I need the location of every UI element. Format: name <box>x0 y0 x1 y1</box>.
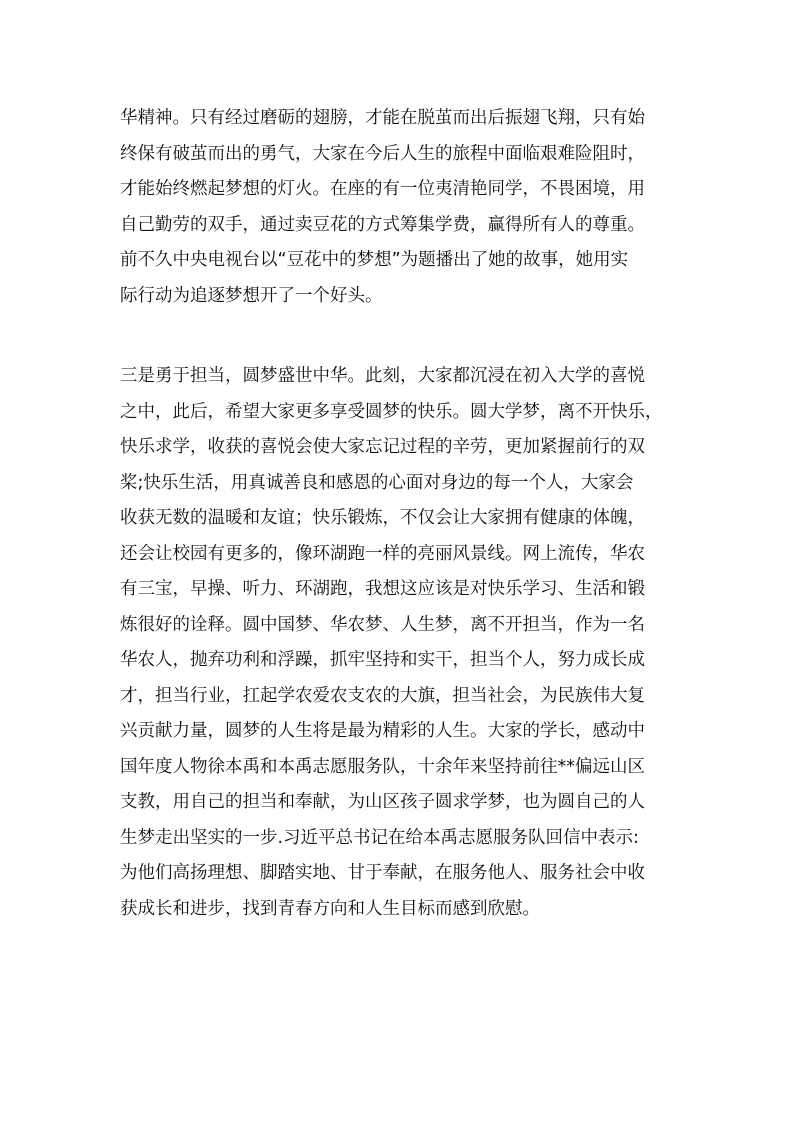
paragraph-line: 桨;快乐生活，用真诚善良和感恩的心面对身边的每一个人，大家会 <box>120 472 634 493</box>
paragraph-line: 才，担当行业，扛起学农爱农支农的大旗，担当社会，为民族伟大复 <box>120 685 645 706</box>
paragraph-line: 生梦走出坚实的一步.习近平总书记在给本禹志愿服务队回信中表示: <box>120 827 639 848</box>
paragraph-line: 为他们高扬理想、脚踏实地、甘于奉献，在服务他人、服务社会中收 <box>120 863 645 883</box>
paragraph-line: 才能始终燃起梦想的灯火。在座的有一位夷清艳同学，不畏困境，用 <box>120 179 645 199</box>
paragraph-line: 华农人，抛弃功利和浮躁，抓牢坚持和实干，担当个人，努力成长成 <box>120 650 645 670</box>
paragraph-line: 之中，此后，希望大家更多享受圆梦的快乐。圆大学梦，离不开快乐， <box>120 401 663 422</box>
paragraph-line: 际行动为追逐梦想开了一个好头。 <box>120 285 383 306</box>
paragraph-line: 华精神。只有经过磨砺的翅膀，才能在脱茧而出后振翅飞翔，只有始 <box>120 108 645 128</box>
paragraph-line: 前不久中央电视台以“豆花中的梦想”为题播出了她的故事，她用实 <box>120 250 629 270</box>
paragraph-line: 支教，用自己的担当和奉献，为山区孩子圆求学梦，也为圆自己的人 <box>120 792 645 812</box>
paragraph-1 <box>120 101 680 314</box>
paragraph-line: 自己勤劳的双手，通过卖豆花的方式筹集学费，赢得所有人的尊重。 <box>120 214 645 235</box>
paragraph-line: 炼很好的诠释。圆中国梦、华农梦、人生梦，离不开担当，作为一名 <box>120 614 645 635</box>
paragraph-line: 终保有破茧而出的勇气，大家在今后人生的旅程中面临艰难险阻时， <box>120 143 645 164</box>
paragraph-line: 快乐求学，收获的喜悦会使大家忘记过程的辛劳，更加紧握前行的双 <box>120 437 645 457</box>
paragraph-line: 还会让校园有更多的，像环湖跑一样的亮丽风景线。网上流传，华农 <box>120 543 645 564</box>
paragraph-line: 有三宝，早操、听力、环湖跑，我想这应该是对快乐学习、生活和锻 <box>120 579 645 599</box>
paragraph-line: 收获无数的温暖和友谊；快乐锻炼，不仅会让大家拥有健康的体魄， <box>120 508 645 528</box>
paragraph-line: 国年度人物徐本禹和本禹志愿服务队，十余年来坚持前往**偏远山区 <box>120 756 645 777</box>
paragraph-2 <box>120 359 680 927</box>
paragraph-line: 兴贡献力量，圆梦的人生将是最为精彩的人生。大家的学长，感动中 <box>120 721 645 741</box>
paragraph-line: 获成长和进步，找到青春方向和人生目标而感到欣慰。 <box>120 898 540 919</box>
paragraph-line: 三是勇于担当，圆梦盛世中华。此刻，大家都沉浸在初入大学的喜悦 <box>120 366 645 386</box>
